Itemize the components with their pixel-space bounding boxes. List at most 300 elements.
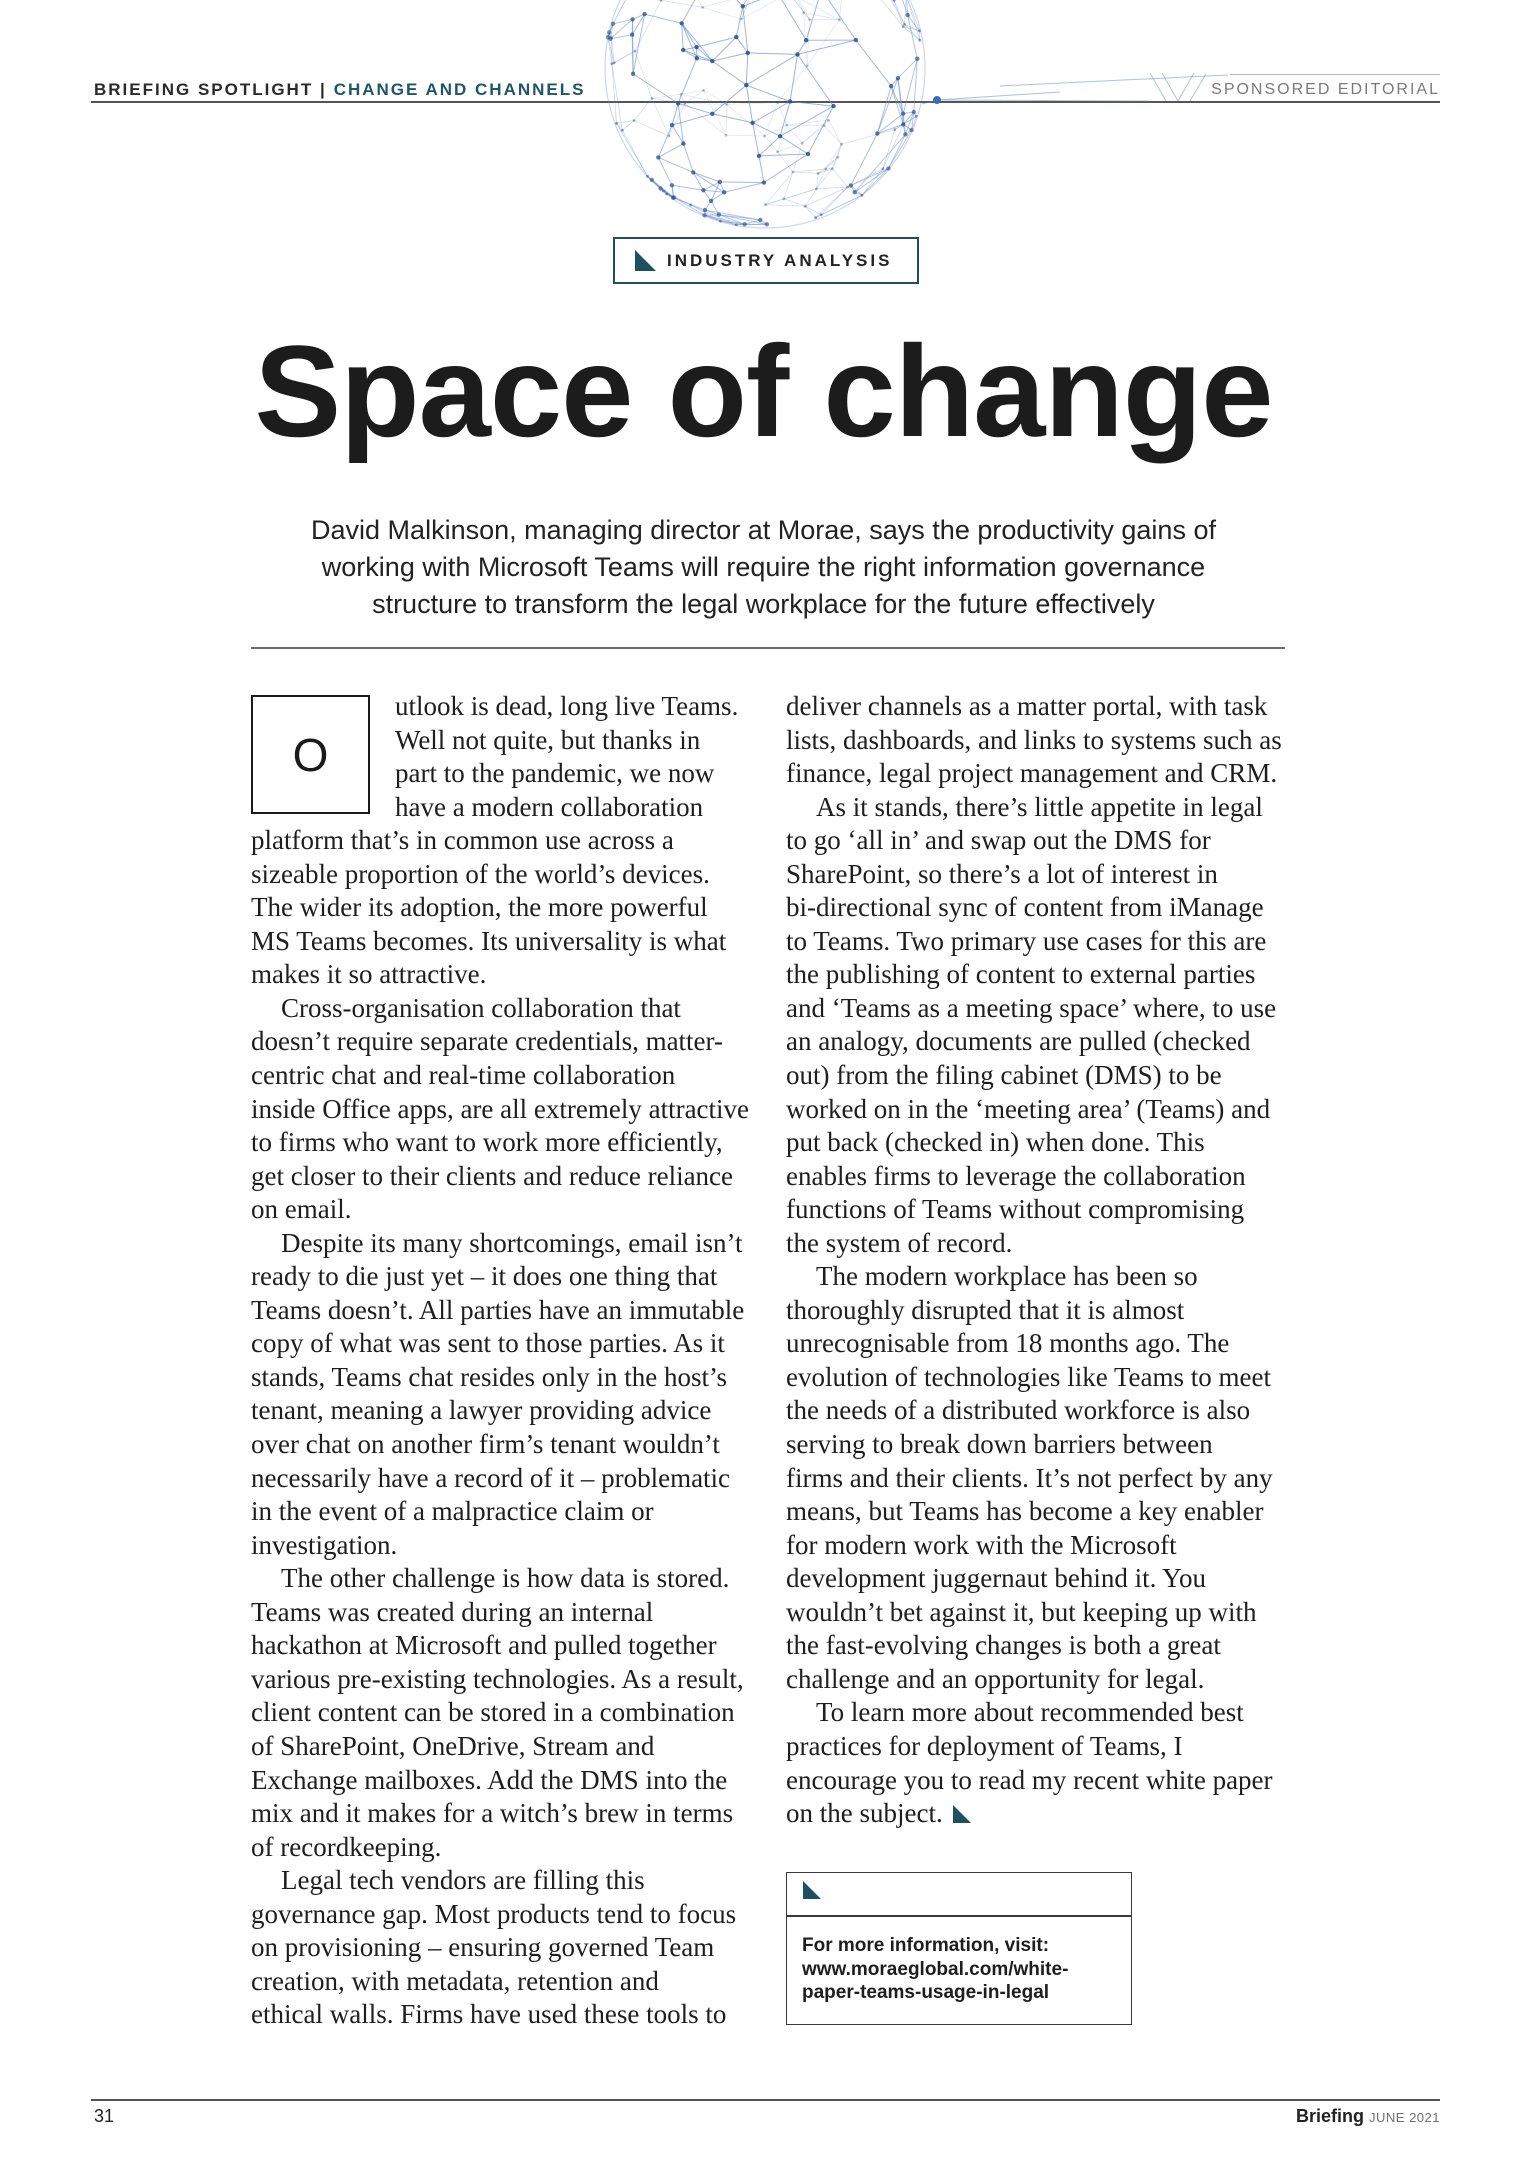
sponsored-label: SPONSORED EDITORIAL <box>1211 81 1440 98</box>
paragraph <box>786 791 1286 1261</box>
globe-link <box>746 54 797 85</box>
globe-link <box>937 100 1150 101</box>
globe-node <box>658 186 662 190</box>
text-line: the publishing of content to external parties <box>786 959 1256 990</box>
globe-node <box>893 0 896 2</box>
globe-node <box>611 22 615 26</box>
globe-link <box>622 130 647 176</box>
globe-link <box>634 121 669 137</box>
globe-node <box>915 115 918 118</box>
globe-link <box>648 176 661 188</box>
text-line: platform that’s in common use across a <box>251 825 674 856</box>
globe-link <box>759 156 764 183</box>
text-line: means, but Teams has become a key enabler <box>786 1496 1264 1527</box>
globe-link <box>877 86 891 134</box>
globe-link <box>726 104 727 135</box>
more-info-box <box>786 1872 1132 2025</box>
text-line: Exchange mailboxes. Add the DMS into the <box>251 1764 728 1795</box>
globe-link <box>784 172 793 199</box>
globe-node <box>735 223 738 226</box>
publication-name: Briefing <box>1296 2106 1365 2126</box>
globe-link <box>784 189 817 199</box>
text-line: in the event of a malpractice claim or <box>251 1496 654 1527</box>
globe-node <box>861 194 864 197</box>
globe-node <box>763 135 766 138</box>
globe-node <box>817 172 820 175</box>
standfirst-rule <box>251 647 1285 649</box>
text-line: governance gap. Most products tend to focus <box>251 1898 737 1929</box>
globe-link <box>635 51 652 98</box>
globe-node <box>615 122 618 125</box>
globe-link <box>905 0 907 24</box>
standfirst-line: David Malkinson, managing director at Morae, says the productivity gains of <box>311 515 1216 545</box>
body-column-right <box>786 690 1286 1831</box>
globe-link <box>787 125 825 126</box>
globe-node <box>634 50 637 53</box>
globe-node <box>831 104 835 108</box>
globe-node <box>758 218 762 222</box>
text-line: to Teams. Two primary use cases for this are <box>786 925 1267 956</box>
globe-node <box>665 193 668 196</box>
globe-node <box>651 97 654 100</box>
globe-node <box>710 112 714 116</box>
text-line: practices for deployment of Teams, I <box>786 1730 1183 1761</box>
globe-link <box>877 124 903 133</box>
globe-node <box>670 183 674 187</box>
globe-node <box>671 196 675 200</box>
text-line: worked on in the ‘meeting area’ (Teams) and <box>786 1093 1271 1124</box>
text-line: on the subject. <box>786 1797 1286 1831</box>
globe-node <box>656 155 660 159</box>
globe-link <box>876 0 903 27</box>
globe-node <box>695 56 699 60</box>
globe-link <box>726 135 765 136</box>
text-line: necessarily have a record of it – problematic <box>251 1462 731 1493</box>
globe-node <box>765 222 769 226</box>
text-line: ethical walls. Firms have used these tools to <box>251 1999 727 2030</box>
end-mark-icon <box>953 1805 971 1823</box>
globe-link <box>741 0 789 19</box>
footer-publication <box>1296 2106 1440 2126</box>
globe-node <box>660 0 663 2</box>
globe-link <box>805 206 815 217</box>
globe-node <box>912 110 916 114</box>
globe-node <box>633 119 636 122</box>
globe-node <box>650 178 654 182</box>
globe-node <box>680 93 683 96</box>
globe-node <box>646 175 649 178</box>
text-line: encourage you to read my recent white paper <box>786 1764 1273 1795</box>
globe-node <box>744 83 748 87</box>
paragraph <box>251 690 751 992</box>
globe-link <box>727 103 778 105</box>
globe-node <box>676 101 680 105</box>
globe-links <box>608 0 920 225</box>
text-line: over chat on another firm’s tenant wouldn’t <box>251 1429 720 1460</box>
globe-node <box>684 102 687 105</box>
globe-node <box>801 142 804 145</box>
globe-link <box>658 157 693 172</box>
globe-node <box>680 21 684 25</box>
globe-node <box>785 124 788 127</box>
globe-node <box>702 89 705 92</box>
globe-node <box>901 122 905 126</box>
globe-node <box>814 216 817 219</box>
section-name: BRIEFING SPOTLIGHT | <box>94 80 327 99</box>
globe-node <box>823 124 826 127</box>
article-title: Space of change <box>254 318 1273 464</box>
text-line: bi-directional sync of content from iManage <box>786 892 1264 923</box>
globe-node <box>681 141 685 145</box>
kicker-box <box>613 237 919 284</box>
globe-node <box>903 132 907 136</box>
globe-link <box>894 0 906 1</box>
globe-node <box>804 205 807 208</box>
text-line: investigation. <box>251 1529 398 1560</box>
text-line: out) from the filing cabinet (DMS) to be <box>786 1060 1222 1091</box>
globe-node <box>743 222 747 226</box>
globe-node <box>820 213 823 216</box>
text-line: on email. <box>251 1194 352 1225</box>
paragraph <box>251 1864 751 2032</box>
text-line: Legal tech vendors are filling this <box>281 1865 645 1896</box>
globe-link <box>612 51 635 64</box>
text-line: doesn’t require separate credentials, matter- <box>251 1026 723 1057</box>
globe-link <box>724 183 764 193</box>
globe-link <box>832 169 848 187</box>
globe-link <box>736 6 743 37</box>
globe-link <box>746 85 790 101</box>
globe-node <box>778 134 782 138</box>
standfirst <box>0 512 1527 623</box>
paragraph <box>251 1227 751 1562</box>
globe-link <box>855 168 889 192</box>
globe-link <box>672 103 678 125</box>
globe-link <box>807 20 839 66</box>
globe-link <box>746 53 748 85</box>
globe-link <box>832 157 838 169</box>
globe-link <box>682 0 711 23</box>
globe-node <box>606 35 610 39</box>
text-line: put back (checked in) when done. This <box>786 1127 1205 1158</box>
globe-node <box>802 11 805 14</box>
text-line: evolution of technologies like Teams to meet <box>786 1361 1271 1392</box>
globe-link <box>683 144 693 173</box>
globe-node <box>854 38 858 42</box>
text-line: development juggernaut behind it. You <box>786 1563 1206 1594</box>
paragraph <box>786 690 1286 791</box>
globe-node <box>788 99 792 103</box>
text-line: and ‘Teams as a meeting space’ where, to use <box>786 992 1277 1023</box>
info-box-heading: For more information, visit: <box>802 1935 1050 1956</box>
globe-node <box>741 4 745 8</box>
info-url-line[interactable]: www.moraeglobal.com/white- <box>802 1958 1069 1980</box>
globe-node <box>827 119 830 122</box>
globe-node <box>630 17 634 21</box>
text-line: to go ‘all in’ and swap out the DMS for <box>786 825 1211 856</box>
globe-node <box>889 84 893 88</box>
globe-node <box>915 57 919 61</box>
globe-link <box>753 123 759 156</box>
globe-link <box>712 114 752 123</box>
globe-node <box>838 18 841 21</box>
globe-node <box>681 48 685 52</box>
text-line: finance, legal project management and CRM. <box>786 758 1278 789</box>
text-line: get closer to their clients and reduce reliance <box>251 1160 734 1191</box>
text-line: makes it so attractive. <box>251 959 487 990</box>
globe-node <box>824 168 827 171</box>
globe-node <box>806 65 809 68</box>
globe-node <box>792 171 795 174</box>
globe-node <box>902 25 905 28</box>
text-line: The other challenge is how data is stored. <box>281 1563 730 1594</box>
globe-node <box>702 213 706 217</box>
text-line: challenge and an opportunity for legal. <box>786 1663 1205 1694</box>
globe-node <box>776 101 779 104</box>
globe-node <box>808 18 811 21</box>
standfirst-line: structure to transform the legal workplace for the future effectively <box>372 589 1155 619</box>
text-line: inside Office apps, are all extremely attractive <box>251 1093 750 1124</box>
globe-node <box>746 51 750 55</box>
text-line: to firms who want to work more efficiently, <box>251 1127 723 1158</box>
globe-link <box>894 1 903 27</box>
globe-nodes <box>606 0 921 227</box>
globe-node <box>882 167 885 170</box>
footer-rule <box>91 2099 1440 2101</box>
globe-node <box>670 123 674 127</box>
text-line: sizeable proportion of the world’s devices. <box>251 858 710 889</box>
text-line: firms and their clients. It’s not perfect by any <box>786 1462 1273 1493</box>
text-line: of recordkeeping. <box>251 1831 442 1862</box>
standfirst-line: working with Microsoft Teams will require the right information governance <box>321 552 1206 582</box>
paragraph <box>786 1260 1286 1696</box>
text-line: As it stands, there’s little appetite in legal <box>816 791 1263 822</box>
globe-link <box>703 7 742 19</box>
globe-node <box>610 36 613 39</box>
globe-node <box>734 35 738 39</box>
text-line: thoroughly disrupted that it is almost <box>786 1294 1185 1325</box>
globe-node <box>849 183 853 187</box>
text-line: unrecognisable from 18 months ago. The <box>786 1328 1230 1359</box>
text-line: functions of Teams without compromising <box>786 1194 1245 1225</box>
info-box-divider <box>787 1915 1131 1917</box>
text-line: tenant, meaning a lawyer providing advice <box>251 1395 712 1426</box>
text-line: various pre-existing technologies. As a result, <box>251 1663 744 1694</box>
text-line: enables firms to leverage the collaboration <box>786 1160 1246 1191</box>
drop-cap: O <box>251 695 370 814</box>
globe-node <box>718 180 722 184</box>
globe-node <box>806 152 810 156</box>
globe-node <box>719 220 722 223</box>
globe-node <box>933 96 941 104</box>
globe-link <box>805 206 821 215</box>
globe-node <box>901 111 905 115</box>
text-line: SharePoint, so there’s a lot of interest in <box>786 858 1218 889</box>
text-line: the needs of a distributed workforce is also <box>786 1395 1251 1426</box>
globe-node <box>764 203 767 206</box>
text-line: centric chat and real-time collaboration <box>251 1060 676 1091</box>
globe-node <box>853 190 857 194</box>
globe-node <box>725 134 728 137</box>
globe-link <box>727 104 765 136</box>
globe-node <box>795 52 799 56</box>
globe-node <box>776 151 779 154</box>
globe-node <box>722 190 726 194</box>
globe-link <box>712 85 746 114</box>
text-line: the system of record. <box>786 1227 1013 1258</box>
globe-node <box>804 38 808 42</box>
info-box-text <box>802 1934 1068 2005</box>
globe-node <box>710 59 714 63</box>
globe-link <box>672 114 712 125</box>
paragraph <box>251 1562 751 1864</box>
text-line: Well not quite, but thanks in <box>395 724 701 755</box>
globe-link <box>712 53 748 61</box>
globe-node <box>875 131 879 135</box>
globe-link <box>613 0 639 24</box>
globe-node <box>725 103 728 106</box>
globe-link <box>685 104 727 105</box>
text-line: part to the pandemic, we now <box>395 758 715 789</box>
globe-link <box>821 187 848 215</box>
text-line: ready to die just yet – it does one thing that <box>251 1261 718 1292</box>
globe-link <box>658 157 672 185</box>
globe-link <box>633 19 634 74</box>
globe-link <box>790 102 833 107</box>
paragraph <box>251 992 751 1227</box>
globe-link <box>612 64 617 124</box>
globe-node <box>717 213 721 217</box>
text-line: serving to break down barriers between <box>786 1429 1213 1460</box>
globe-link <box>661 0 703 7</box>
text-line: hackathon at Microsoft and pulled together <box>251 1630 717 1661</box>
network-globe-graphic <box>0 0 1527 240</box>
globe-link <box>712 37 736 61</box>
globe-link <box>1150 73 1166 101</box>
text-line: wouldn’t bet against it, but keeping up with <box>786 1596 1257 1627</box>
globe-node <box>757 154 761 158</box>
globe-link <box>759 154 808 156</box>
text-line: To learn more about recommended best <box>816 1697 1244 1728</box>
text-line: stands, Teams chat resides only in the host’s <box>251 1361 728 1392</box>
globe-link <box>658 144 683 158</box>
text-line: deliver channels as a matter portal, with task <box>786 691 1268 721</box>
text-line: lists, dashboards, and links to systems such as <box>786 724 1282 755</box>
globe-node <box>621 129 624 132</box>
globe-link <box>807 20 809 67</box>
globe-link <box>937 92 1060 100</box>
globe-link <box>712 61 746 85</box>
globe-link <box>790 54 797 101</box>
text-line: copy of what was sent to those parties. As it <box>251 1328 725 1359</box>
globe-link <box>703 182 719 190</box>
globe-link <box>765 205 805 207</box>
globe-trailing-links <box>922 73 1228 104</box>
globe-node <box>694 45 698 49</box>
globe-node <box>691 170 695 174</box>
text-line: Cross-organisation collaboration that <box>281 992 681 1023</box>
text-line: have a modern collaboration <box>395 791 704 822</box>
section-header <box>94 80 585 100</box>
globe-link <box>678 103 712 113</box>
globe-link <box>765 172 793 205</box>
globe-node <box>611 62 614 65</box>
globe-link <box>856 40 891 86</box>
globe-node <box>701 188 705 192</box>
globe-link <box>1000 75 1228 86</box>
globe-link <box>816 187 847 189</box>
globe-node <box>918 39 921 42</box>
globe-link <box>635 0 661 51</box>
issue-date: JUNE 2021 <box>1369 2110 1440 2125</box>
text-line: creation, with metadata, retention and <box>251 1965 659 1996</box>
globe-node <box>701 6 704 9</box>
info-url-line[interactable]: paper-teams-usage-in-legal <box>802 1982 1050 2003</box>
globe-link <box>658 125 672 157</box>
text-line: Teams was created during an internal <box>251 1596 654 1627</box>
globe-node <box>815 188 818 191</box>
text-line: The modern workplace has been so <box>816 1261 1198 1292</box>
globe-link <box>681 90 704 94</box>
globe-link <box>851 134 878 186</box>
globe-link <box>821 195 862 215</box>
globe-node <box>836 156 839 159</box>
globe-link <box>793 172 818 173</box>
globe-node <box>846 186 849 189</box>
globe-link <box>720 182 764 183</box>
globe-link <box>764 154 808 183</box>
globe-link <box>634 98 652 120</box>
globe-node <box>662 190 665 193</box>
globe-node <box>896 76 900 80</box>
globe-node <box>840 143 843 146</box>
text-line: The wider its adoption, the more powerful <box>251 892 708 923</box>
globe-link <box>818 157 838 173</box>
globe-link <box>1190 74 1206 101</box>
text-line: Despite its many shortcomings, email isn’t <box>281 1227 743 1258</box>
text-line: an analogy, documents are pulled (checked <box>786 1026 1251 1057</box>
paragraph <box>786 1696 1286 1830</box>
globe-node <box>783 197 786 200</box>
globe-node <box>642 12 646 16</box>
globe-link <box>681 94 727 104</box>
globe-node <box>703 208 707 212</box>
globe-node <box>668 135 671 138</box>
globe-node <box>607 30 611 34</box>
text-line: of SharePoint, OneDrive, Stream and <box>251 1730 655 1761</box>
globe-link <box>697 37 737 47</box>
globe-node <box>918 30 921 33</box>
globe-node <box>630 33 634 37</box>
globe-node <box>831 167 834 170</box>
text-line: for modern work with the Microsoft <box>786 1529 1177 1560</box>
globe-link <box>672 185 703 190</box>
text-line: the fast-evolving changes is both a great <box>786 1630 1221 1661</box>
text-line: on provisioning – ensuring governed Team <box>251 1932 715 1963</box>
channel-name: CHANGE AND CHANNELS <box>333 80 586 99</box>
page-number: 31 <box>94 2106 115 2126</box>
globe-node <box>709 199 713 203</box>
globe-node <box>689 204 692 207</box>
globe-link <box>682 23 697 47</box>
globe-link <box>748 53 798 55</box>
text-line: client content can be stored in a combination <box>251 1697 735 1728</box>
globe-link <box>691 205 721 221</box>
globe-link <box>798 54 834 106</box>
text-line: MS Teams becomes. Its universality is what <box>251 925 727 956</box>
globe-link <box>682 23 697 58</box>
globe-link <box>652 98 669 136</box>
